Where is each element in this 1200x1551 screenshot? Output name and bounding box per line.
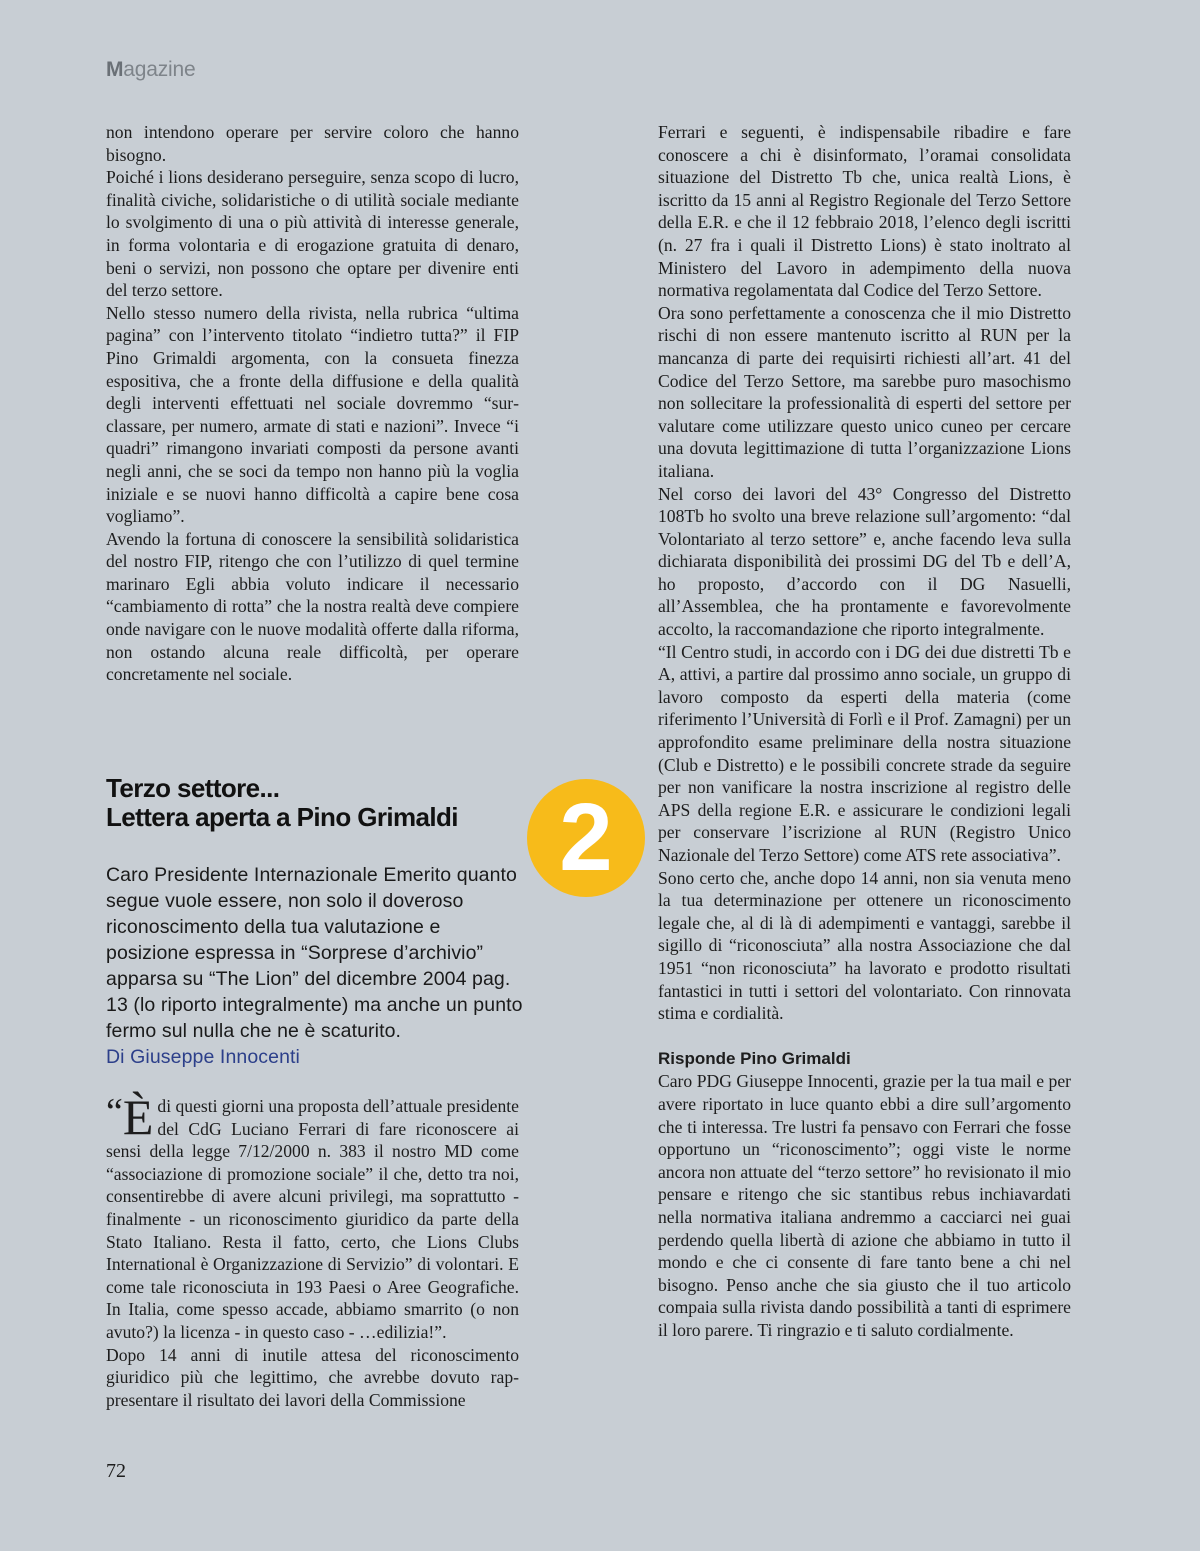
first-paragraph-text: di questi giorni una proposta dell’attuale presidente del CdG Luciano Ferrari di fare riconoscere ai sensi della legge 7/12/2000 n. 383 il nostro MD come “associazione di promozione sociale” il che, detto tra noi, consentirebbe di avere alcuni privilegi, ma soprattutto - finalmente - un riconoscimento giuridico da parte della Stato Italiano. Resta il fatto, certo, che Lions Clubs International è Organizzazione di Servizio” di volontari. E come tale riconosciuta in 193 Paesi o Aree Geografiche. In Italia, come spesso accade, abbiamo smarrito (o non avuto?) la licenza - in questo caso - …edilizia!”. (106, 1096, 519, 1342)
magazine-header (106, 58, 195, 82)
lead-text: Caro Presidente Internazionale Emerito quanto segue vuole essere, non solo il doveroso riconoscimento della tua valutazione e posizione espressa in “Sorprese d’archivio” apparsa su “The Lion” del dicembre 2004 pag. 13 (lo riporto integralmente) ma anche un punto fermo sul nulla che ne è scaturito. (106, 864, 523, 1042)
left-column-bottom (106, 1089, 519, 1411)
header-initial: M (106, 58, 124, 81)
page-number: 72 (106, 1460, 126, 1482)
paragraph: non intendono operare per servire coloro che hanno bisogno. (106, 122, 519, 165)
reply-text: Caro PDG Giuseppe Innocenti, grazie per la tua mail e per avere riportato in luce quanto ebbi a dire sull’argomento che ti interessa. Tre lustri fa pensavo con Ferrari che fosse opportuno un “riconoscimento”; oggi viste le norme ancora non attuate del “terzo settore” ho revisionato il mio pensare e ritengo che sic stantibus rebus inchiavardati nella normativa italiana andremmo a cacciarci nei guai perdendo quella libertà di azione che abbiamo in tutto il mondo e che ci consente di fare tanto bene a chi nel bisogno. Penso anche che sia giusto che il tuo articolo compaia sulla rivista dando possibilità a tanti di esprimere il loro parere. Ti ringrazio e ti saluto cordialmente. (658, 1071, 1071, 1340)
second-paragraph: Dopo 14 anni di inutile attesa del riconoscimento giuridico più che legittimo, che avrebbe dovuto rappresentare il risultato dei lavori della Commissione (106, 1344, 519, 1410)
paragraph: Avendo la fortuna di conoscere la sensibilità solidaristica del nostro FIP, ritengo che con l’utilizzo di quel termine marinaro Egli abbia voluto indicare il necessario “cambiamento di rotta” che la nostra realtà deve compiere onde navigare con le nuove modalità offerte dalla riforma, non ostando alcuna reale difficoltà, per operare concretamente nel sociale. (106, 528, 519, 685)
paragraph: “Il Centro studi, in accordo con i DG dei due distretti Tb e A, attivi, a partire dal prossimo anno sociale, un gruppo di lavoro composto da esperti della materia (come riferimento l’Università di Forlì e il Prof. Zamagni) per un approfondito esame preliminare della nostra situazione (Club e Distretto) e le possibili concrete strade da seguire per non vanificare la nostra inscrizione al registro delle APS della regione E.R. e assicurare le condizioni legali per conservare l’iscrizione al RUN (Registro Unico Nazionale del Terzo Settore) come ATS rete associativa”. (658, 641, 1071, 865)
opening-quote-mark: “ (106, 1091, 123, 1133)
first-paragraph (106, 1089, 519, 1344)
dropcap: È (122, 1089, 154, 1145)
paragraph: Ora sono perfettamente a conoscenza che il mio Distretto rischi di non essere mantenuto iscritto al RUN per la mancanza di parte dei requisirti richiesti all’art. 41 del Codice del Terzo Settore, ma sarebbe puro masochismo non sollecitare la professionalità di esperti del settore per valutare come utilizzare questo unico cuneo per cercare una dovuta legittimazione di tutta l’organizzazione Lions italiana. (658, 302, 1071, 481)
reply-heading: Risponde Pino Grimaldi (658, 1048, 851, 1068)
article-lead (106, 862, 524, 1070)
left-column-top (106, 121, 519, 686)
badge-number: 2 (559, 784, 613, 891)
title-line-2: Lettera aperta a Pino Grimaldi (106, 802, 458, 832)
paragraph: Sono certo che, anche dopo 14 anni, non sia venuta meno la tua determinazione per ottenere un riconoscimento legale che, al di là di adempimenti e vantaggi, sarebbe il sigillo di “riconosciuta” alla nostra Associazione che dal 1951 “non riconosciuta” ha lavorato e prodotto risultati fantastici in tutti i settori del volontariato. Con rinnovata stima e cordialità. (658, 867, 1071, 1024)
article-title (106, 774, 536, 832)
paragraph: Nello stesso numero della rivista, nella rubrica “ultima pagina” con l’intervento titolato “indietro tutta?” il FIP Pino Grimaldi argomenta, con la consueta finezza espositiva, che a fronte della diffusione e della qualità degli interventi effettuati nel sociale dovremmo “surclassare, per numero, armate di stati e nazioni”. Invece “i quadri” rimangono invariati composti da persone avanti negli anni, che se soci da tempo non hanno più la voglia iniziale e se nuovi hanno difficoltà a capire bene cosa vogliamo”. (106, 302, 519, 527)
paragraph: Nel corso dei lavori del 43° Congresso del Distretto 108Tb ho svolto una breve relazione sull’argomento: “dal Volontariato al terzo settore” e, anche facendo leva sulla dichiarata disponibilità dei prossimi DG del Tb e dell’A, ho proposto, d’accordo con il DG Nasuelli, all’Assemblea, che ha prontamente e favorevolmente accolto, la raccomandazione che riporto integralmente. (658, 483, 1071, 640)
author-byline: Di Giuseppe Innocenti (106, 1046, 300, 1068)
paragraph: Ferrari e seguenti, è indispensabile ribadire e fare conoscere a chi è disinformato, l’oramai consolidata situazione del Distretto Tb che, unica realtà Lions, è iscritto da 15 anni al Registro Regionale del Terzo Settore della E.R. e che il 12 febbraio 2018, l’elenco degli iscritti (n. 27 fra i quali il Distretto Lions) è stato inoltrato al Ministero del Lavoro in adempimento della nuova normativa regolamentata dal Codice del Terzo Settore. (658, 122, 1071, 301)
paragraph: Poiché i lions desiderano perseguire, senza scopo di lucro, finalità civiche, solidaristiche o di utilità sociale mediante lo svolgimento di una o più attività di interesse generale, in forma volontaria e di erogazione gratuita di denaro, beni o servizi, non possono che optare per divenire enti del terzo settore. (106, 167, 519, 301)
section-number-badge (527, 779, 645, 897)
title-line-1: Terzo settore... (106, 773, 280, 803)
right-column (658, 121, 1071, 1341)
header-rest: agazine (123, 58, 196, 81)
